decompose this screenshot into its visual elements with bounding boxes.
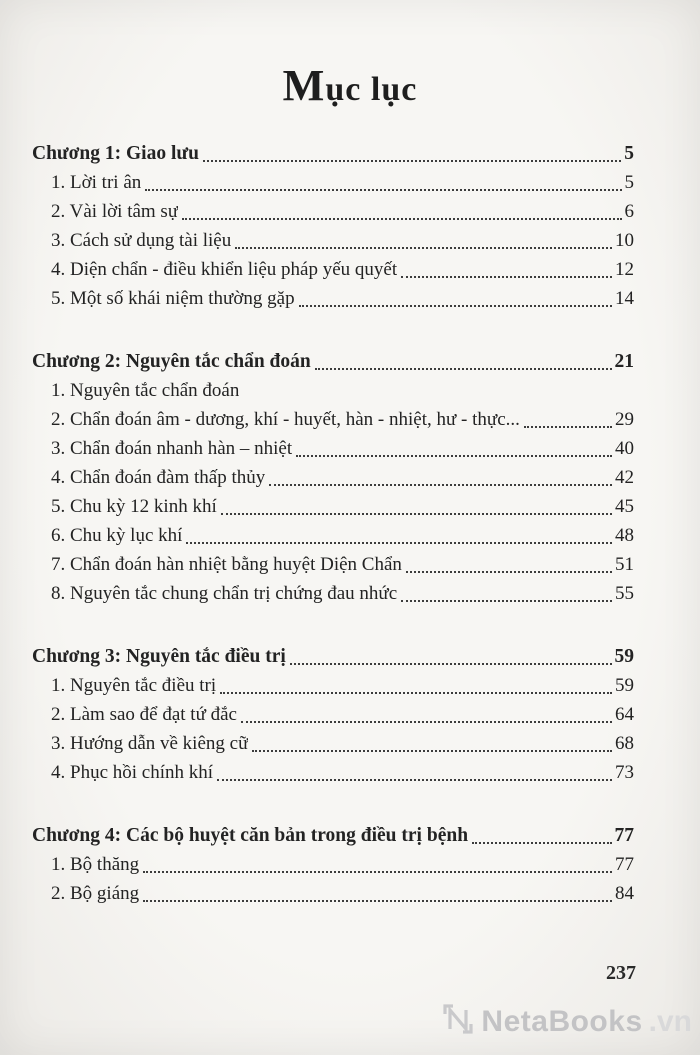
toc-page-number: 59 (614, 646, 634, 667)
toc-chapter (32, 347, 634, 376)
toc-page-number: 40 (615, 438, 634, 459)
toc-page-number: 12 (615, 259, 634, 280)
toc-page-number: 84 (615, 883, 634, 904)
toc-entry (32, 463, 634, 492)
toc-entry-title: 1. Nguyên tắc chẩn đoán (51, 380, 240, 401)
toc-chapter-title: Chương 3: Nguyên tắc điều trị (32, 646, 286, 667)
dot-leader (524, 426, 612, 428)
toc-entry-title: 8. Nguyên tắc chung chẩn trị chứng đau nhức (51, 583, 398, 604)
toc-page-number: 68 (615, 733, 634, 754)
dot-leader (296, 455, 612, 457)
toc-entry (32, 376, 634, 405)
toc-entry-title: 2. Vài lời tâm sự (51, 201, 179, 222)
toc-entry (32, 405, 634, 434)
toc-entry-title: 5. Chu kỳ 12 kinh khí (51, 496, 217, 517)
toc-page-number: 42 (615, 467, 634, 488)
watermark (441, 1002, 692, 1041)
toc-page-number: 14 (615, 288, 634, 309)
toc-chapter (32, 821, 634, 850)
dot-leader (401, 600, 612, 602)
toc-page-number: 73 (615, 762, 634, 783)
watermark-suffix: .vn (648, 1004, 692, 1038)
toc-entry-title: 4. Diện chẩn - điều khiển liệu pháp yếu quyết (51, 259, 398, 280)
toc-entry-title: 6. Chu kỳ lục khí (51, 525, 183, 546)
page-number: 237 (606, 962, 636, 984)
toc-entry (32, 197, 634, 226)
netabooks-logo-icon (441, 1002, 475, 1041)
dot-leader (269, 484, 612, 486)
toc-chapter-title: Chương 1: Giao lưu (32, 143, 199, 164)
toc-entry (32, 255, 634, 284)
toc-page-number: 77 (614, 825, 634, 846)
toc-page-number: 21 (614, 351, 634, 372)
dot-leader (221, 513, 612, 515)
dot-leader (241, 721, 612, 723)
toc-entry (32, 758, 634, 787)
dot-leader (252, 750, 612, 752)
toc-entry-title: 2. Chẩn đoán âm - dương, khí - huyết, hàn - nhiệt, hư - thực... (51, 409, 520, 430)
toc-page-number: 5 (624, 172, 634, 193)
toc-chapter-title: Chương 4: Các bộ huyệt căn bản trong điều trị bệnh (32, 825, 469, 846)
toc-entry-title: 3. Hướng dẫn về kiêng cữ (51, 733, 249, 754)
toc-entry-title: 7. Chẩn đoán hàn nhiệt bằng huyệt Diện Chẩn (51, 554, 402, 575)
toc-entry-title: 5. Một số khái niệm thường gặp (51, 288, 295, 309)
toc-entry-title: 1. Lời tri ân (51, 172, 142, 193)
toc-entry (32, 671, 634, 700)
dot-leader (401, 276, 612, 278)
toc-entry (32, 226, 634, 255)
toc-entry (32, 521, 634, 550)
toc-chapter-title: Chương 2: Nguyên tắc chẩn đoán (32, 351, 311, 372)
toc-entry (32, 879, 634, 908)
toc-entry-title: 2. Làm sao để đạt tứ đắc (51, 704, 237, 725)
toc-entry-title: 3. Cách sử dụng tài liệu (51, 230, 232, 251)
toc-chapter (32, 642, 634, 671)
toc-page-number: 6 (624, 201, 634, 222)
toc-page-number: 45 (615, 496, 634, 517)
toc-page-number: 55 (615, 583, 634, 604)
toc-entry-title: 3. Chẩn đoán nhanh hàn – nhiệt (51, 438, 293, 459)
toc-page-number: 5 (624, 143, 634, 164)
toc-page-number: 10 (615, 230, 634, 251)
toc-page-number: 77 (615, 854, 634, 875)
dot-leader (143, 871, 612, 873)
toc-entry (32, 434, 634, 463)
toc-entry (32, 850, 634, 879)
toc-entry (32, 168, 634, 197)
table-of-contents (0, 111, 700, 908)
dot-leader (203, 160, 621, 162)
toc-chapter (32, 139, 634, 168)
dot-leader (299, 305, 612, 307)
toc-entry (32, 729, 634, 758)
dot-leader (406, 571, 612, 573)
dot-leader (472, 842, 611, 844)
toc-page-number: 59 (615, 675, 634, 696)
toc-page-number: 29 (615, 409, 634, 430)
dot-leader (235, 247, 612, 249)
dot-leader (186, 542, 612, 544)
toc-entry-title: 1. Bộ thăng (51, 854, 140, 875)
dot-leader (217, 779, 612, 781)
dot-leader (145, 189, 621, 191)
toc-entry-title: 4. Chẩn đoán đàm thấp thủy (51, 467, 266, 488)
dot-leader (182, 218, 621, 220)
dot-leader (143, 900, 612, 902)
toc-entry (32, 550, 634, 579)
toc-page-number: 64 (615, 704, 634, 725)
toc-entry (32, 492, 634, 521)
toc-page-number: 48 (615, 525, 634, 546)
dot-leader (220, 692, 612, 694)
toc-entry (32, 700, 634, 729)
toc-entry-title: 4. Phục hồi chính khí (51, 762, 214, 783)
page-title: Mục lục (282, 61, 418, 110)
toc-entry-title: 2. Bộ giáng (51, 883, 140, 904)
toc-entry (32, 579, 634, 608)
dot-leader (315, 368, 612, 370)
watermark-brand: NetaBooks (481, 1004, 643, 1038)
dot-leader (290, 663, 612, 665)
toc-entry-title: 1. Nguyên tắc điều trị (51, 675, 217, 696)
toc-entry (32, 284, 634, 313)
toc-page-number: 51 (615, 554, 634, 575)
